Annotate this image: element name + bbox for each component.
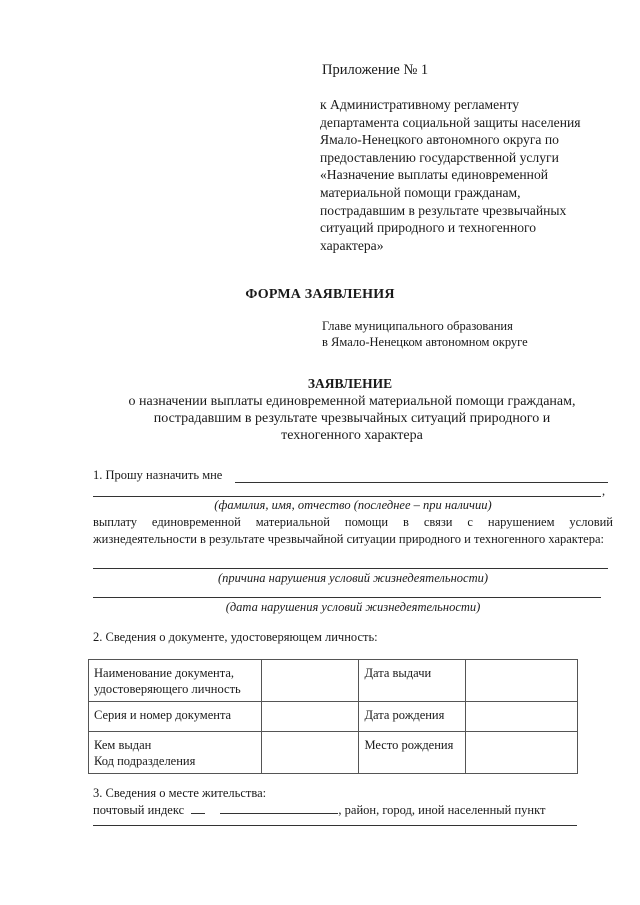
date-field-line[interactable] <box>93 597 601 598</box>
appendix-line: характера» <box>320 237 384 253</box>
table-label-cell: Место рождения <box>359 732 466 774</box>
application-subtitle <box>92 393 612 444</box>
application-heading: ЗАЯВЛЕНИЕ <box>307 376 393 391</box>
section3-label: 3. Сведения о месте жительства: <box>93 786 267 800</box>
appendix-body <box>320 96 620 254</box>
table-value-cell[interactable] <box>261 660 359 702</box>
caption-date: (дата нарушения условий жизнедеятельности) <box>225 600 481 614</box>
name-field-line-2[interactable] <box>93 496 601 497</box>
section2-label: 2. Сведения о документе, удостоверяющем личность: <box>93 630 378 644</box>
form-title: ФОРМА ЗАЯВЛЕНИЯ <box>245 287 395 302</box>
identity-document-table <box>88 659 578 774</box>
comma: , <box>602 484 606 498</box>
section1-label: 1. Прошу назначить мне <box>93 468 223 482</box>
caption-name: (фамилия, имя, отчество (последнее – при наличии) <box>214 498 492 512</box>
postal-field-1[interactable] <box>191 801 205 814</box>
subtitle-line: пострадавшим в результате чрезвычайных ситуаций природного и <box>153 411 551 426</box>
table-row <box>89 660 578 702</box>
table-label-cell: Серия и номер документа <box>89 702 262 732</box>
appendix-line: к Административному регламенту <box>320 97 520 112</box>
table-label-cell: Наименование документа, удостоверяющего личность <box>89 660 262 702</box>
reason-field-line[interactable] <box>93 568 608 569</box>
table-row <box>89 702 578 732</box>
table-label-cell: Дата выдачи <box>359 660 466 702</box>
table-value-cell[interactable] <box>466 732 578 774</box>
section1-text: выплату единовременной материальной помощи в связи с нарушением условий жизнедеятельности в результате чрезвычайной ситуации природного и техногенного характера: <box>93 515 613 546</box>
postal-label: почтовый индекс <box>93 803 185 817</box>
subtitle-line: техногенного характера <box>281 428 423 443</box>
region-label: , район, город, иной населенный пункт <box>338 803 546 817</box>
table-row <box>89 732 578 774</box>
address-field-line[interactable] <box>93 825 577 826</box>
table-value-cell[interactable] <box>466 660 578 702</box>
appendix-line: ситуаций природного и техногенного <box>320 220 537 236</box>
addressee-line: в Ямало-Ненецком автономном округе <box>322 335 528 349</box>
table-value-cell[interactable] <box>261 732 359 774</box>
caption-reason: (причина нарушения условий жизнедеятельности) <box>217 571 489 585</box>
table-label-cell: Дата рождения <box>359 702 466 732</box>
appendix-line: Ямало-Ненецкого автономного округа по <box>320 132 559 148</box>
table-value-cell[interactable] <box>466 702 578 732</box>
table-value-cell[interactable] <box>261 702 359 732</box>
addressee <box>322 318 528 350</box>
appendix-line: департамента социальной защиты населения <box>320 114 581 130</box>
postal-line <box>93 801 545 818</box>
postal-field-2[interactable] <box>220 801 338 814</box>
name-field-line[interactable] <box>235 482 608 483</box>
appendix-line: материальной помощи гражданам, <box>320 184 521 200</box>
subtitle-line: о назначении выплаты единовременной материальной помощи гражданам, <box>128 394 576 409</box>
table-label-cell: Кем выдан Код подразделения <box>89 732 262 774</box>
appendix-line: предоставлению государственной услуги <box>320 149 559 165</box>
addressee-line: Главе муниципального образования <box>322 319 513 333</box>
appendix-line: «Назначение выплаты единовременной <box>320 167 549 183</box>
appendix-line: пострадавшим в результате чрезвычайных <box>320 202 567 218</box>
appendix-title: Приложение № 1 <box>322 62 429 78</box>
